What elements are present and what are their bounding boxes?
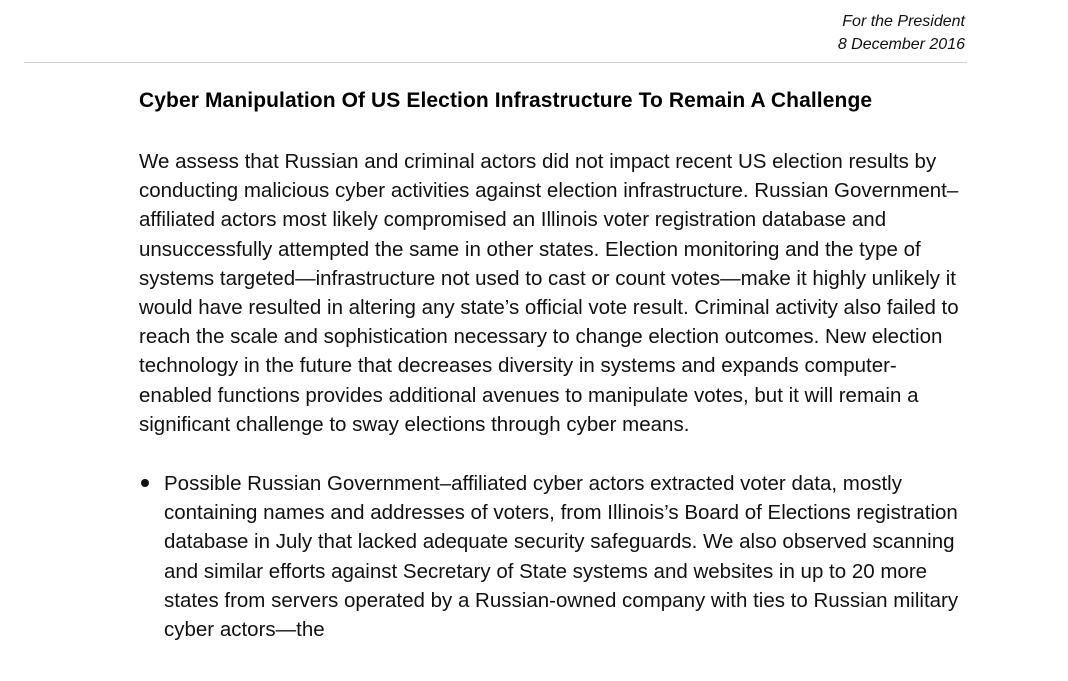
audience-line: For the President	[842, 13, 965, 30]
article-body	[139, 86, 969, 644]
date-line: 8 December 2016	[837, 36, 965, 53]
article-title: Cyber Manipulation Of US Election Infrastructure To Remain A Challenge	[139, 89, 873, 112]
key-judgment-paragraph: We assess that Russian and criminal actors did not impact recent US election results by conducting malicious cyber activities against election infrastructure. Russian Government–affiliated actors most likely compromised an Illinois voter registration database and unsuccessfully attempted the same in other states. Election monitoring and the type of systems targeted—infrastructure not used to cast or count votes—make it highly unlikely it would have resulted in altering any state’s official vote result. Criminal activity also failed to reach the scale and sophistication necessary to change election outcomes. New election technology in the future that decreases diversity in systems and expands computer-enabled functions provides additional avenues to manipulate votes, but it will remain a significant challenge to sway elections through cyber means.	[139, 150, 959, 436]
document-header	[838, 10, 965, 56]
bullet-list	[139, 469, 969, 644]
bullet-item	[139, 469, 969, 644]
bullet-text: Possible Russian Government–affiliated cyber actors extracted voter data, mostly containing names and addresses of voters, from Illinois’s Board of Elections registration database in July that lacked adequate security safeguards. We also observed scanning and similar efforts against Secretary of State systems and websites in up to 20 more states from servers operated by a Russian-owned company with ties to Russian military cyber actors—the	[164, 472, 959, 642]
bullet-dot-icon	[141, 479, 149, 487]
header-divider	[24, 62, 967, 63]
